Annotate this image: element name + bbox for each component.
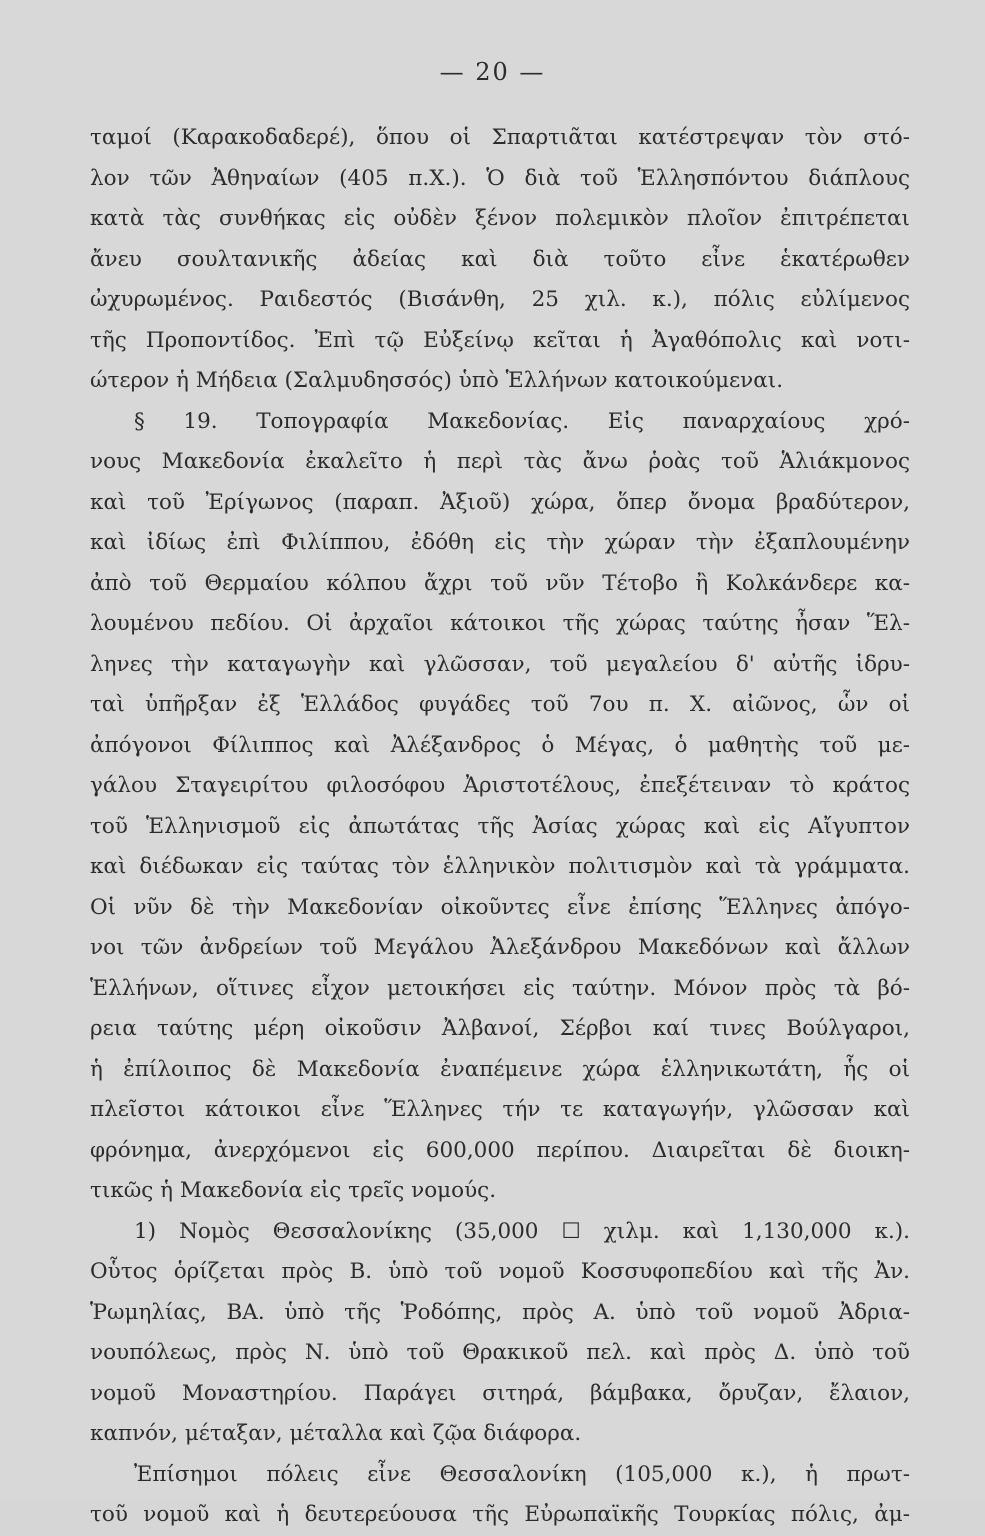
body-text	[90, 118, 910, 1536]
nomos-heading-line: 1) Νομὸς Θεσσαλονίκης (35,000 ☐ χιλμ. καὶ 1,130,000 κ.).	[134, 1218, 910, 1244]
text-line: νουπόλεως, πρὸς Ν. ὑπὸ τοῦ Θρακικοῦ πελ. καὶ πρὸς Δ. ὑπὸ τοῦ	[90, 1340, 910, 1365]
page-number: — 20 —	[439, 58, 546, 86]
text-line: τικῶς ἡ Μακεδονία εἰς τρεῖς νομούς.	[90, 1178, 497, 1203]
text-line: καὶ ἰδίως ἐπὶ Φιλίππου, ἐδόθη εἰς τὴν χώραν τὴν ἐξαπλουμένην	[90, 530, 910, 555]
text-line: ἀπόγονοι Φίλιππος καὶ Ἀλέξανδρος ὁ Μέγας, ὁ μαθητὴς τοῦ με-	[90, 732, 910, 758]
text-line: νοι τῶν ἀνδρείων τοῦ Μεγάλου Ἀλεξάνδρου Μακεδόνων καὶ ἄλλων	[90, 935, 910, 960]
text-line: νους Μακεδονία ἐκαλεῖτο ἡ περὶ τὰς ἄνω ῥοὰς τοῦ Ἁλιάκμονος	[90, 449, 910, 474]
text-line: ὠχυρωμένος. Ραιδεστός (Βισάνθη, 25 χιλ. κ.), πόλις εὐλίμενος	[90, 287, 910, 312]
text-line: Οὗτος ὁρίζεται πρὸς Β. ὑπὸ τοῦ νομοῦ Κοσσυφοπεδίου καὶ τῆς Ἀν.	[90, 1259, 910, 1284]
text-line: ἡ ἐπίλοιπος δὲ Μακεδονία ἐναπέμεινε χώρα ἑλληνικωτάτη, ἧς οἱ	[90, 1056, 910, 1082]
text-line: ώτερον ἡ Μήδεια (Σαλμυδησσός) ὑπὸ Ἑλλήνων κατοικούμεναι.	[90, 368, 784, 393]
text-line: φρόνημα, ἀνερχόμενοι εἰς 600,000 περίπου. Διαιρεῖται δὲ διοικη-	[90, 1137, 910, 1163]
text-line: τοῦ Ἑλληνισμοῦ εἰς ἀπωτάτας τῆς Ἀσίας χώρας καὶ εἰς Αἴγυπτον	[90, 813, 910, 839]
text-line: γάλου Σταγειρίτου φιλοσόφου Ἀριστοτέλους, ἐπεξέτειναν τὸ κράτος	[90, 773, 910, 798]
text-line: τῆς Προποντίδος. Ἐπὶ τῷ Εὐξείνῳ κεῖται ἡ Ἀγαθόπολις καὶ νοτι-	[90, 327, 910, 353]
text-line: Οἱ νῦν δὲ τὴν Μακεδονίαν οἰκοῦντες εἶνε ἐπίσης Ἕλληνες ἀπόγο-	[90, 894, 910, 920]
text-line: λουμένου πεδίου. Οἱ ἀρχαῖοι κάτοικοι τῆς χώρας ταύτης ἦσαν Ἕλ-	[90, 611, 910, 636]
text-line: ταὶ ὑπῆρξαν ἐξ Ἑλλάδος φυγάδες τοῦ 7ου π. Χ. αἰῶνος, ὧν οἱ	[90, 692, 910, 717]
text-line: Ἐπίσημοι πόλεις εἶνε Θεσσαλονίκη (105,000 κ.), ἡ πρωτ-	[134, 1461, 910, 1487]
text-line: κατὰ τὰς συνθήκας εἰς οὐδὲν ξένον πολεμικὸν πλοῖον ἐπιτρέπεται	[90, 206, 910, 231]
text-line: ταμοί (Καρακοδαδερέ), ὅπου οἱ Σπαρτιᾶται κατέστρεψαν τὸν στό-	[90, 125, 910, 150]
text-line: καπνόν, μέταξαν, μέταλλα καὶ ζῷα διάφορα.	[90, 1421, 582, 1446]
text-line: τοῦ νομοῦ καὶ ἡ δευτερεύουσα τῆς Εὐρωπαϊκῆς Τουρκίας πόλις, ἀμ-	[90, 1502, 910, 1527]
text-line: πλεῖστοι κάτοικοι εἶνε Ἕλληνες τήν τε καταγωγήν, γλῶσσαν καὶ	[90, 1097, 910, 1122]
text-line: λον τῶν Ἀθηναίων (405 π.Χ.). Ὁ διὰ τοῦ Ἑλλησπόντου διάπλους	[90, 165, 910, 191]
text-line: Ῥωμηλίας, ΒΑ. ὑπὸ τῆς Ῥοδόπης, πρὸς Α. ὑπὸ τοῦ νομοῦ Ἀδρια-	[90, 1299, 910, 1325]
text-line: ἀπὸ τοῦ Θερμαίου κόλπου ἄχρι τοῦ νῦν Τέτοβο ἢ Κολκάνδερε κα-	[90, 570, 910, 596]
text-line: ληνες τὴν καταγωγὴν καὶ γλῶσσαν, τοῦ μεγαλείου δ' αὐτῆς ἱδρυ-	[90, 651, 910, 677]
text-line: ἄνευ σουλτανικῆς ἀδείας καὶ διὰ τοῦτο εἶνε ἑκατέρωθεν	[90, 246, 910, 272]
section-heading-line: § 19. Τοπογραφία Μακεδονίας. Εἰς παναρχαίους χρό-	[134, 408, 910, 434]
text-line: νομοῦ Μοναστηρίου. Παράγει σιτηρά, βάμβακα, ὄρυζαν, ἔλαιον,	[90, 1380, 910, 1406]
text-line: ρεια ταύτης μέρη οἰκοῦσιν Ἀλβανοί, Σέρβοι καί τινες Βούλγαροι,	[90, 1016, 910, 1041]
text-line: Ἑλλήνων, οἵτινες εἶχον μετοικήσει εἰς ταύτην. Μόνον πρὸς τὰ βό-	[90, 975, 910, 1001]
text-line: καὶ τοῦ Ἐρίγωνος (παραπ. Ἀξιοῦ) χώρα, ὅπερ ὄνομα βραδύτερον,	[90, 489, 910, 515]
text-line: καὶ διέδωκαν εἰς ταύτας τὸν ἑλληνικὸν πολιτισμὸν καὶ τὰ γράμματα.	[90, 854, 910, 879]
